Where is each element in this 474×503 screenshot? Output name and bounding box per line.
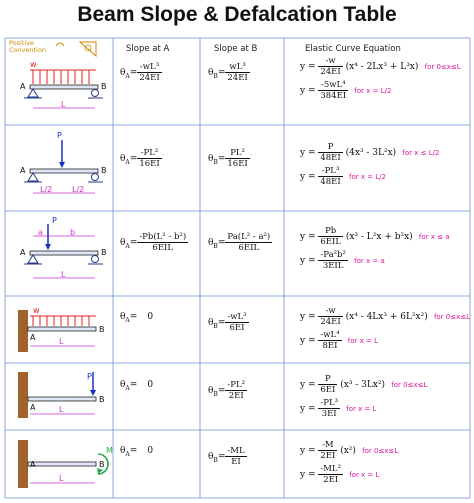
equals-sign: = [129, 312, 138, 322]
elastic-eq1-row-5 [300, 374, 427, 395]
eq-condition: for x = L [347, 471, 380, 479]
eq-fraction [318, 464, 343, 485]
length-label-3: L [61, 270, 66, 279]
slope-b-cell-5 [208, 380, 247, 401]
end-label-a-4: A [30, 333, 36, 342]
eq-fraction [318, 80, 348, 101]
slope-fraction [137, 232, 188, 253]
header-slope-a: Slope at A [126, 44, 170, 54]
theta-symbol: θ [120, 446, 126, 456]
theta-subscript: B [213, 322, 218, 330]
eq-fraction-numerator: P [318, 374, 337, 385]
eq-lhs: y = [300, 446, 319, 456]
eq-body: (x³ - L²x + b²x) [342, 232, 413, 242]
length-label-4: L [59, 337, 64, 346]
eq-fraction-denominator: 48EI [320, 177, 341, 187]
eq-lhs: y = [300, 380, 319, 390]
eq-body: (x³ - 3Lx²) [337, 380, 386, 390]
elastic-eq1-row-4 [300, 306, 470, 327]
distributed-load [30, 70, 96, 84]
eq-condition: for x ≤ a [416, 233, 450, 241]
slope-fraction-denominator: 6EIL [152, 243, 174, 253]
beam-diagram-2 [24, 140, 103, 193]
eq-fraction [318, 56, 342, 77]
slope-fraction-denominator: 6EIL [238, 243, 260, 253]
eq-fraction-numerator: P [318, 142, 342, 153]
slope-a-cell-6 [120, 446, 153, 460]
eq-condition: for 0≤x≤L [389, 381, 428, 389]
theta-symbol: θ [208, 386, 214, 396]
theta-subscript: B [213, 456, 218, 464]
eq-fraction-denominator: 384EI [320, 91, 347, 101]
eq-fraction [318, 166, 342, 187]
header-slope-b: Slope at B [214, 44, 258, 54]
elastic-eq1-row-6 [300, 440, 398, 461]
end-label-b-4: B [99, 325, 105, 334]
theta-symbol: θ [120, 68, 126, 78]
load-label-1: w [30, 60, 37, 69]
end-label-a-1: A [20, 82, 26, 91]
theta-subscript: B [213, 158, 218, 166]
slope-fraction-denominator: 6EI [229, 323, 245, 333]
elastic-eq2-row-2 [300, 166, 386, 187]
end-label-a-5: A [30, 403, 36, 412]
eq-fraction [318, 226, 343, 247]
length-label-5: L [59, 405, 64, 414]
eq-fraction-denominator: 6EIL [320, 237, 341, 247]
end-label-b-3: B [101, 248, 107, 257]
span-label-a-3: a [38, 228, 43, 237]
elastic-eq2-row-5 [300, 398, 376, 419]
slope-b-cell-1 [208, 62, 250, 83]
beam-diagram-4 [18, 310, 96, 352]
elastic-eq1-row-3 [300, 226, 450, 247]
slope-fraction-numerator: -ML [227, 446, 245, 456]
theta-symbol: θ [120, 380, 126, 390]
header-elastic-curve: Elastic Curve Equation [305, 44, 401, 54]
theta-symbol: θ [208, 452, 214, 462]
equals-sign: = [129, 154, 138, 164]
eq-fraction [318, 250, 348, 271]
slope-value: 0 [147, 312, 154, 322]
eq-fraction-numerator: -wL⁴ [320, 330, 340, 340]
span-label-b-3: b [70, 228, 76, 237]
theta-subscript: A [125, 72, 130, 80]
eq-lhs: y = [300, 86, 319, 96]
slope-b-cell-6 [208, 446, 247, 467]
elastic-eq2-row-6 [300, 464, 379, 485]
eq-fraction-denominator: 48EI [320, 153, 341, 163]
eq-fraction-numerator: -M [318, 440, 337, 451]
slope-fraction [225, 62, 249, 83]
eq-condition: for x = L [344, 405, 377, 413]
eq-fraction-numerator: -w [318, 56, 342, 67]
eq-lhs: y = [300, 62, 319, 72]
theta-symbol: θ [120, 312, 126, 322]
theta-subscript: A [125, 450, 130, 458]
slope-a-cell-2 [120, 148, 162, 169]
eq-body: (4x³ - 3L²x) [342, 148, 397, 158]
eq-condition: for x = L/2 [346, 173, 386, 181]
load-label-4: w [33, 306, 40, 315]
eq-fraction [318, 306, 342, 327]
grid-lines [5, 38, 470, 498]
slope-b-cell-4 [208, 312, 249, 333]
elastic-eq2-row-1 [300, 80, 391, 101]
equals-sign: = [217, 238, 226, 248]
theta-subscript: A [125, 242, 130, 250]
slope-a-cell-3 [120, 232, 188, 253]
load-label-3: P [52, 216, 57, 225]
equals-sign: = [217, 318, 226, 328]
eq-fraction-numerator: -Pa²b² [320, 250, 346, 260]
slope-fraction-denominator: 24EI [227, 73, 248, 83]
theta-subscript: A [125, 384, 130, 392]
slope-fraction [225, 446, 246, 467]
eq-fraction-numerator: Pb [318, 226, 343, 237]
eq-fraction-denominator: 8EI [322, 341, 338, 351]
slope-value: 0 [147, 380, 154, 390]
theta-symbol: θ [208, 68, 214, 78]
theta-symbol: θ [120, 238, 126, 248]
slope-b-cell-2 [208, 148, 250, 169]
theta-symbol: θ [208, 318, 214, 328]
eq-body: (x²) [337, 446, 356, 456]
slope-fraction-numerator: PL² [225, 148, 249, 159]
equals-sign: = [129, 380, 138, 390]
theta-subscript: A [125, 316, 130, 324]
slope-value: 0 [147, 446, 154, 456]
eq-fraction-numerator: -PL³ [320, 398, 339, 408]
eq-fraction-numerator: -PL³ [318, 166, 342, 177]
slope-fraction-numerator: -PL² [227, 380, 246, 390]
theta-symbol: θ [120, 154, 126, 164]
slope-fraction [225, 312, 248, 333]
end-label-a-2: A [20, 166, 26, 175]
length-label-2b: L/2 [72, 185, 85, 194]
eq-fraction-denominator: 3EIL [322, 261, 344, 271]
eq-body: (x⁴ - 2Lx³ + L³x) [342, 62, 419, 72]
slope-a-cell-5 [120, 380, 153, 394]
slope-fraction-numerator: -wL³ [227, 312, 247, 322]
eq-fraction [318, 142, 342, 163]
end-label-b-2: B [101, 166, 107, 175]
eq-fraction-numerator: -w [318, 306, 342, 317]
elastic-eq2-row-3 [300, 250, 385, 271]
eq-fraction-numerator: -ML² [320, 464, 341, 474]
page-title: Beam Slope & Defalcation Table [77, 3, 397, 26]
eq-fraction-denominator: 3EI [321, 409, 337, 419]
eq-condition: for x = L [345, 337, 378, 345]
equals-sign: = [129, 446, 138, 456]
eq-fraction [318, 374, 337, 395]
equals-sign: = [217, 68, 226, 78]
eq-condition: for x = a [351, 257, 385, 265]
eq-lhs: y = [300, 172, 319, 182]
equals-sign: = [217, 452, 226, 462]
eq-fraction-denominator: 24EI [320, 317, 341, 327]
eq-fraction-numerator: -5wL⁴ [318, 80, 348, 91]
slope-b-cell-3 [208, 232, 272, 253]
end-label-a-6: A [30, 460, 36, 469]
eq-fraction-denominator: 2EI [323, 475, 339, 485]
eq-lhs: y = [300, 312, 319, 322]
end-label-b-1: B [101, 82, 107, 91]
slope-fraction [137, 62, 161, 83]
slope-fraction-numerator: Pa(L² - a²) [227, 232, 271, 242]
slope-fraction-numerator: -PL² [137, 148, 161, 159]
slope-fraction [137, 148, 161, 169]
eq-condition: for 0≤x≤L [431, 313, 471, 321]
slope-fraction [225, 380, 247, 401]
eq-condition: for x ≤ L/2 [400, 149, 440, 157]
eq-lhs: y = [300, 404, 319, 414]
elastic-eq2-row-4 [300, 330, 378, 351]
slope-fraction [225, 232, 272, 253]
theta-subscript: B [213, 390, 218, 398]
end-label-a-3: A [20, 248, 26, 257]
slope-fraction-numerator: -Pb(L² - b²) [139, 232, 187, 242]
eq-fraction-denominator: 6EI [320, 385, 336, 395]
eq-condition: for 0≤x≤L [422, 63, 461, 71]
theta-symbol: θ [208, 154, 214, 164]
length-label-6: L [59, 474, 64, 483]
load-label-2: P [57, 131, 62, 140]
moment-label-6: M [106, 446, 113, 455]
eq-fraction [318, 398, 340, 419]
eq-condition: for x = L/2 [352, 87, 392, 95]
slope-fraction-denominator: 16EI [227, 159, 248, 169]
length-label-2a: L/2 [40, 185, 53, 194]
end-label-b-6: B [99, 460, 105, 469]
slope-fraction-numerator: -wL³ [137, 62, 161, 73]
equals-sign: = [129, 238, 138, 248]
theta-subscript: B [213, 72, 218, 80]
theta-subscript: B [213, 242, 218, 250]
eq-lhs: y = [300, 232, 319, 242]
eq-lhs: y = [300, 148, 319, 158]
slope-a-cell-1 [120, 62, 162, 83]
load-label-5: P [87, 372, 92, 381]
slope-fraction-denominator: 16EI [139, 159, 160, 169]
positive-convention-label: Positive Convention [9, 39, 47, 54]
length-label-1: L [61, 100, 66, 109]
eq-fraction [318, 440, 337, 461]
equals-sign: = [217, 386, 226, 396]
elastic-eq1-row-1 [300, 56, 461, 77]
slope-fraction [225, 148, 249, 169]
eq-fraction-denominator: 24EI [320, 67, 341, 77]
elastic-eq1-row-2 [300, 142, 439, 163]
equals-sign: = [217, 154, 226, 164]
slope-a-cell-4 [120, 312, 153, 326]
slope-fraction-denominator: 2EI [228, 391, 244, 401]
eq-fraction-denominator: 2EI [320, 451, 336, 461]
eq-body: (x⁴ - 4Lx³ + 6L²x²) [342, 312, 428, 322]
theta-subscript: A [125, 158, 130, 166]
slope-fraction-denominator: EI [231, 457, 241, 467]
slope-fraction-denominator: 24EI [139, 73, 160, 83]
positive-convention-icon [56, 42, 96, 56]
theta-symbol: θ [208, 238, 214, 248]
eq-fraction [318, 330, 341, 351]
slope-fraction-numerator: wL³ [225, 62, 249, 73]
eq-lhs: y = [300, 336, 319, 346]
eq-lhs: y = [300, 256, 319, 266]
eq-condition: for 0≤x≤L [359, 447, 399, 455]
end-label-b-5: B [99, 395, 105, 404]
equals-sign: = [129, 68, 138, 78]
eq-lhs: y = [300, 470, 319, 480]
